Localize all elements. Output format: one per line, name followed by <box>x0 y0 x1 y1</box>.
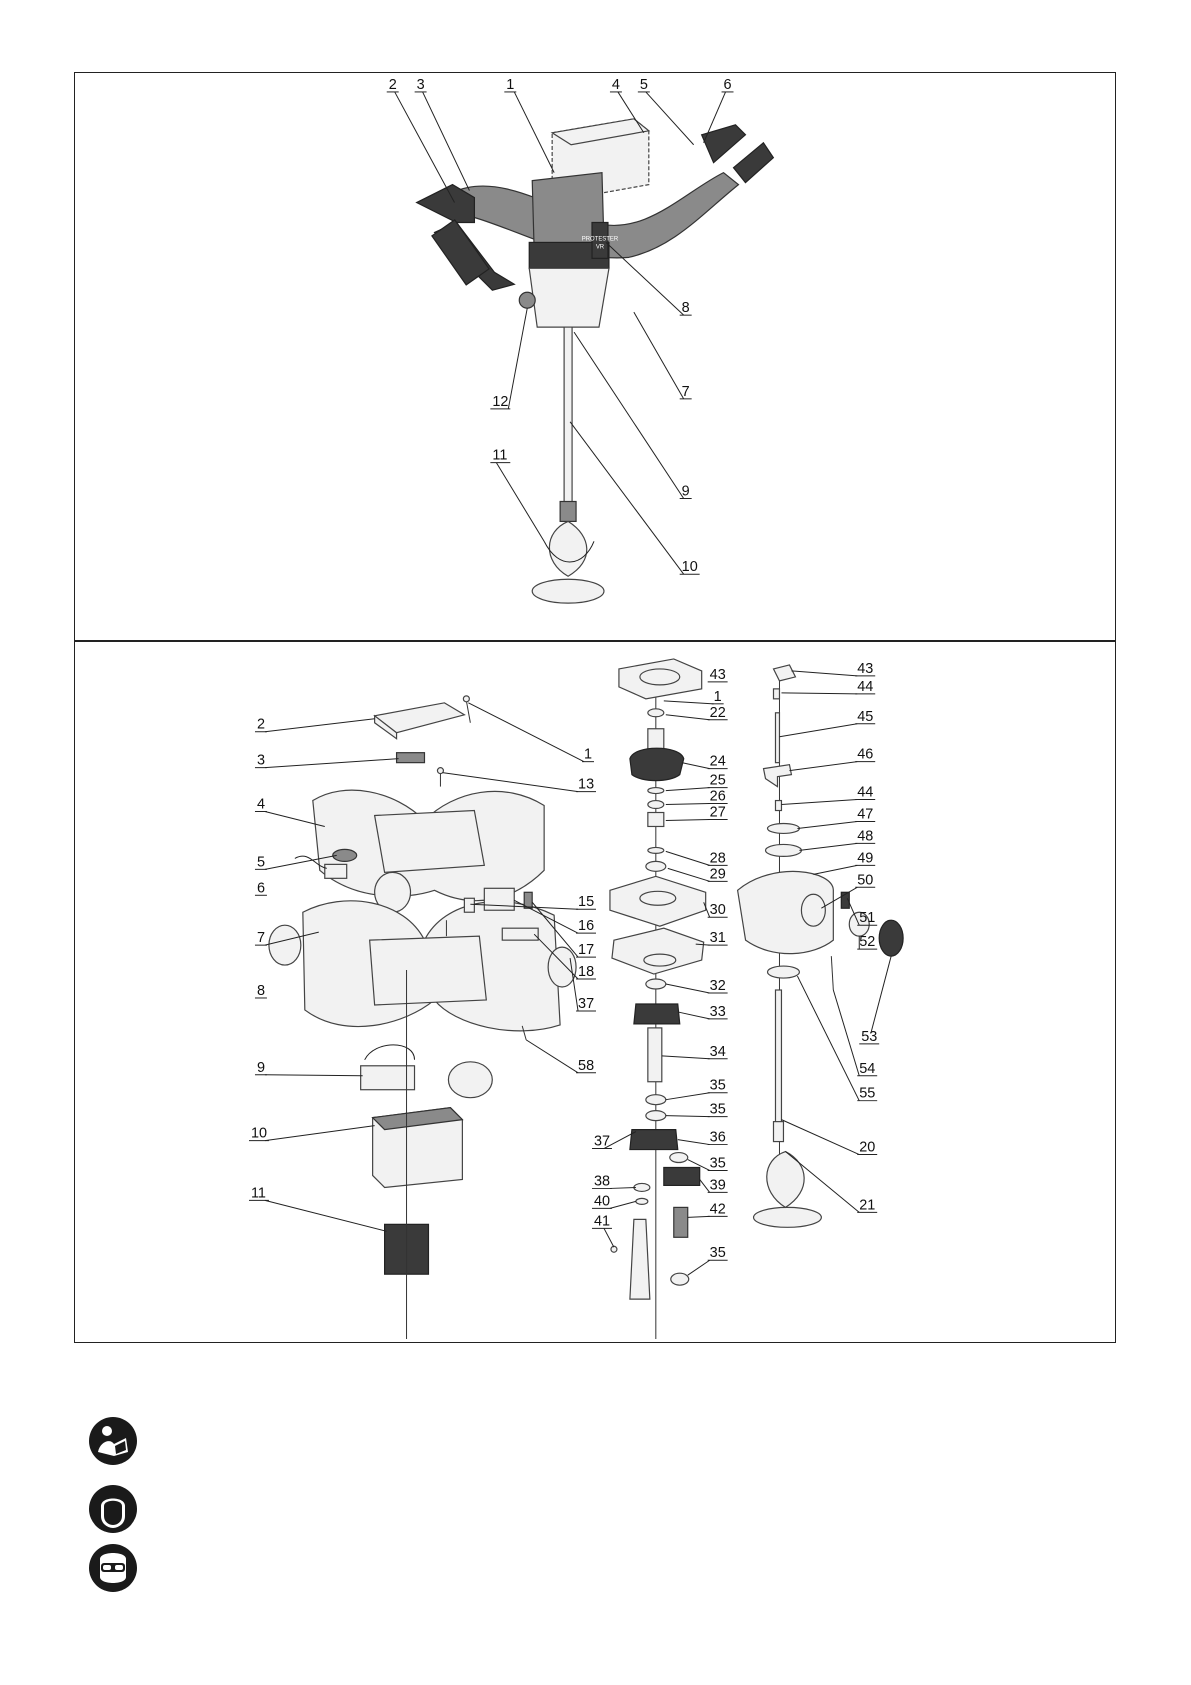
svg-text:5: 5 <box>639 76 648 93</box>
svg-text:4: 4 <box>611 76 620 93</box>
svg-text:35: 35 <box>709 1101 726 1118</box>
callout-m-43 <box>708 667 728 683</box>
read-manual-icon <box>88 1416 138 1466</box>
svg-text:30: 30 <box>709 902 726 919</box>
svg-text:12: 12 <box>492 393 509 410</box>
svg-text:35: 35 <box>709 1155 726 1172</box>
svg-text:37: 37 <box>578 995 595 1012</box>
svg-text:21: 21 <box>859 1197 876 1214</box>
motor-housing <box>519 173 619 327</box>
callout-r-45 <box>779 709 875 737</box>
svg-text:1: 1 <box>713 688 722 705</box>
svg-text:54: 54 <box>859 1060 876 1077</box>
svg-text:46: 46 <box>857 746 874 763</box>
svg-text:40: 40 <box>594 1193 611 1210</box>
eye-protection-icon <box>88 1543 138 1593</box>
svg-text:48: 48 <box>857 828 874 845</box>
svg-text:39: 39 <box>709 1177 726 1194</box>
svg-text:55: 55 <box>859 1085 876 1102</box>
svg-text:22: 22 <box>709 704 726 721</box>
callout-3 <box>415 77 470 191</box>
model-text: VR <box>595 244 605 251</box>
callout-12 <box>490 308 527 410</box>
exploded-view-panel <box>74 640 1116 1343</box>
callout-m-42 <box>688 1201 728 1217</box>
svg-text:43: 43 <box>709 666 726 683</box>
callout-r-43 <box>791 661 875 677</box>
svg-text:33: 33 <box>709 1003 726 1020</box>
svg-text:29: 29 <box>709 866 726 883</box>
svg-text:6: 6 <box>723 76 732 93</box>
svg-text:9: 9 <box>256 1059 265 1076</box>
callout-r-52 <box>857 934 877 950</box>
callout-m-29 <box>668 866 728 882</box>
callout-1 <box>504 77 554 173</box>
svg-text:51: 51 <box>859 910 876 927</box>
svg-text:6: 6 <box>256 880 265 897</box>
callout-2 <box>387 77 455 203</box>
exploded-view-drawing <box>75 641 1115 1342</box>
callout-m-38 <box>592 1173 636 1189</box>
callout-l-58 <box>526 1040 596 1074</box>
callout-m-30 <box>704 902 728 918</box>
svg-text:49: 49 <box>857 850 874 867</box>
assembled-tool-drawing <box>75 73 1115 641</box>
callout-l-2 <box>255 717 375 733</box>
svg-text:42: 42 <box>709 1201 726 1218</box>
svg-text:3: 3 <box>256 752 265 769</box>
svg-text:11: 11 <box>492 447 508 464</box>
callout-l-8 <box>255 983 267 999</box>
svg-text:35: 35 <box>709 1077 726 1094</box>
ear-protection-icon <box>88 1484 138 1534</box>
svg-text:43: 43 <box>857 660 874 677</box>
svg-text:34: 34 <box>709 1043 726 1060</box>
callout-m-22 <box>666 705 728 721</box>
svg-text:26: 26 <box>709 788 726 805</box>
svg-text:38: 38 <box>594 1173 611 1190</box>
svg-text:35: 35 <box>709 1245 726 1262</box>
svg-text:3: 3 <box>416 76 425 93</box>
svg-text:32: 32 <box>709 978 726 995</box>
callout-m-41 <box>592 1213 614 1247</box>
callout-r-44a <box>781 679 875 695</box>
mixing-paddle <box>532 327 604 603</box>
svg-text:17: 17 <box>578 942 595 959</box>
callout-r-49 <box>813 850 875 874</box>
svg-text:7: 7 <box>256 930 265 947</box>
callout-l-6 <box>255 880 267 896</box>
middle-parts <box>610 659 706 1339</box>
svg-text:45: 45 <box>857 708 874 725</box>
svg-text:11: 11 <box>250 1185 266 1202</box>
callout-l-1 <box>468 703 594 763</box>
callout-m-36 <box>678 1130 728 1146</box>
svg-text:25: 25 <box>709 772 726 789</box>
callout-m-26 <box>666 789 728 805</box>
brand-text: PROTESTER <box>581 236 619 243</box>
callout-m-35d <box>688 1245 728 1275</box>
svg-text:36: 36 <box>709 1129 726 1146</box>
callout-l-3 <box>255 753 399 769</box>
svg-text:31: 31 <box>709 930 726 947</box>
callout-r-48 <box>799 828 875 850</box>
callout-l-13 <box>442 773 596 793</box>
svg-text:1: 1 <box>584 746 593 763</box>
callout-r-20 <box>781 1120 877 1156</box>
callout-l-11 <box>249 1185 387 1231</box>
svg-text:2: 2 <box>256 716 265 733</box>
callout-m-34 <box>662 1044 728 1060</box>
svg-text:58: 58 <box>578 1057 595 1074</box>
svg-text:52: 52 <box>859 934 876 951</box>
svg-text:15: 15 <box>578 894 595 911</box>
right-parts <box>738 665 904 1227</box>
svg-text:7: 7 <box>681 383 690 400</box>
assembled-tool-panel <box>74 72 1116 642</box>
svg-text:13: 13 <box>578 776 595 793</box>
callout-m-37 <box>592 1132 636 1150</box>
callout-m-28 <box>666 850 728 866</box>
svg-text:28: 28 <box>709 850 726 867</box>
callout-r-46 <box>789 747 875 771</box>
svg-text:1: 1 <box>506 76 515 93</box>
svg-text:44: 44 <box>857 678 874 695</box>
svg-text:10: 10 <box>681 559 698 576</box>
callout-r-47 <box>797 806 875 828</box>
callout-l-10 <box>249 1126 375 1142</box>
callout-11 <box>490 448 544 542</box>
callout-m-27 <box>666 804 728 820</box>
svg-text:37: 37 <box>594 1133 611 1150</box>
svg-text:2: 2 <box>388 76 397 93</box>
svg-text:5: 5 <box>256 854 265 871</box>
svg-text:8: 8 <box>256 982 265 999</box>
left-parts <box>269 696 576 1339</box>
svg-text:20: 20 <box>859 1139 876 1156</box>
svg-text:9: 9 <box>681 483 690 500</box>
callout-r-44b <box>781 785 875 805</box>
svg-text:10: 10 <box>250 1125 268 1142</box>
callout-m-39 <box>700 1177 728 1193</box>
svg-text:18: 18 <box>578 964 595 981</box>
callout-9 <box>574 332 692 499</box>
svg-text:44: 44 <box>857 784 874 801</box>
svg-text:41: 41 <box>594 1213 611 1230</box>
callout-m-35a <box>666 1078 728 1100</box>
svg-text:47: 47 <box>857 806 874 823</box>
callout-7 <box>634 312 692 400</box>
callout-m-40 <box>592 1193 636 1209</box>
callout-m-35b <box>666 1102 728 1118</box>
svg-text:8: 8 <box>681 300 690 317</box>
svg-text:53: 53 <box>861 1028 878 1045</box>
callout-r-53 <box>859 956 891 1045</box>
svg-text:50: 50 <box>857 872 874 889</box>
svg-text:4: 4 <box>256 796 265 813</box>
callout-l-9 <box>255 1060 363 1076</box>
callout-m-32 <box>666 978 728 994</box>
svg-text:27: 27 <box>709 804 726 821</box>
callout-m-24 <box>682 754 728 770</box>
svg-text:24: 24 <box>709 753 726 770</box>
svg-text:16: 16 <box>578 918 595 935</box>
callout-m-33 <box>678 1004 728 1020</box>
